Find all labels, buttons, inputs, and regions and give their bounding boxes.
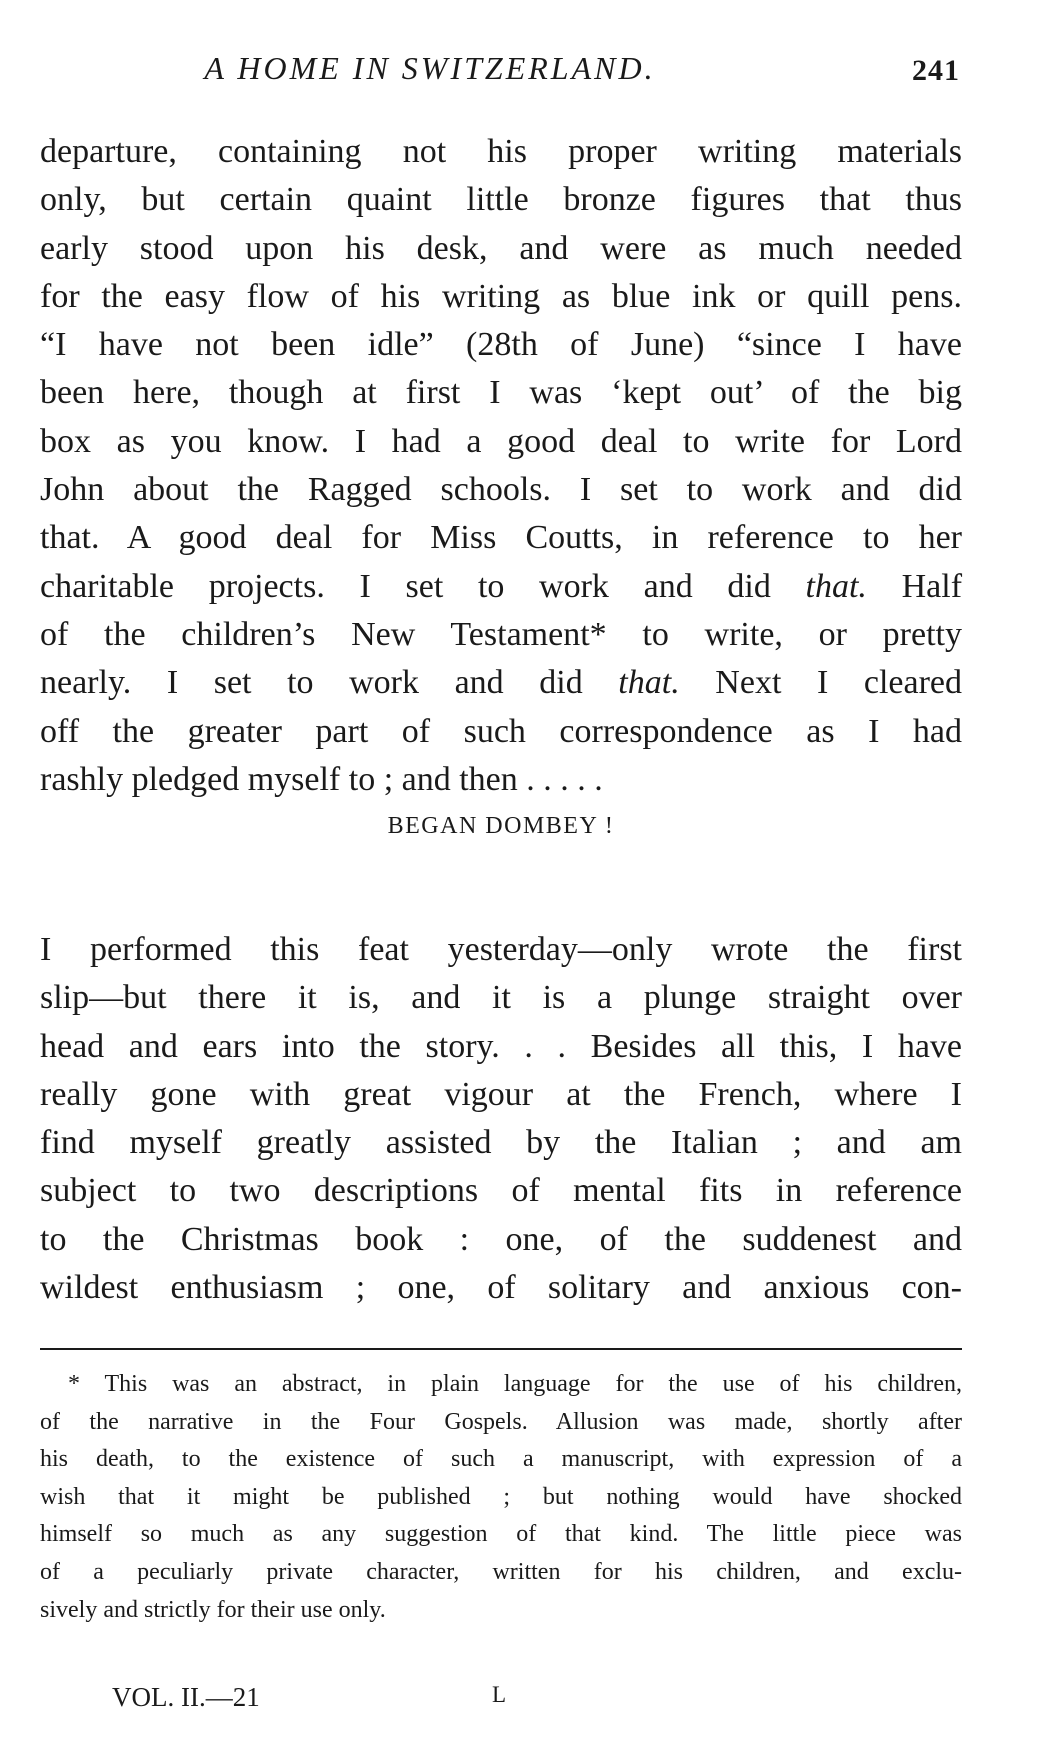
text-line: really gone with great vigour at the French, where I bbox=[40, 1075, 962, 1113]
text-line: I performed this feat yesterday—only wrote the first bbox=[40, 931, 962, 968]
italic-that: that. bbox=[618, 664, 680, 702]
text-line: head and ears into the story. . . Besides all this, I have bbox=[40, 1027, 962, 1065]
text-line: box as you know. I had a good deal to write for Lord bbox=[40, 422, 962, 460]
page-number: 241 bbox=[912, 54, 960, 87]
footnote-line: himself so much as any suggestion of that kind. The little piece was bbox=[40, 1521, 962, 1548]
text-line: only, but certain quaint little bronze figures that thus bbox=[40, 181, 962, 219]
text-line: rashly pledged myself to ; and then . . . . . bbox=[40, 760, 603, 798]
footnote-line: * This was an abstract, in plain language for the use of his children, bbox=[68, 1371, 962, 1397]
text-line: to the Christmas book : one, of the suddenest and bbox=[40, 1220, 962, 1258]
text-segment: Next I cleared bbox=[715, 664, 963, 702]
text-segment: charitable projects. I set to work and did bbox=[40, 567, 771, 605]
text-line: been here, though at first I was ‘kept out’ of the big bbox=[40, 374, 962, 412]
footnote bbox=[40, 1366, 962, 1629]
text-line: early stood upon his desk, and were as much needed bbox=[40, 229, 962, 267]
italic-that: that. bbox=[805, 567, 867, 605]
running-title: A HOME IN SWITZERLAND. bbox=[204, 50, 656, 86]
text-line-with-italic bbox=[40, 659, 962, 707]
text-line: for the easy flow of his writing as blue ink or quill pens. bbox=[40, 277, 962, 315]
text-line: slip—but there it is, and it is a plunge straight over bbox=[40, 979, 962, 1017]
text-line: subject to two descriptions of mental fits in reference bbox=[40, 1172, 962, 1210]
signature-letter: L bbox=[492, 1682, 507, 1707]
footnote-line: of a peculiarly private character, written for his children, and exclu- bbox=[40, 1558, 962, 1585]
section-heading: BEGAN DOMBEY ! bbox=[387, 813, 615, 839]
text-line: off the greater part of such correspondence as I had bbox=[40, 712, 962, 750]
text-line-with-italic bbox=[40, 563, 962, 611]
text-segment: Half bbox=[901, 567, 963, 605]
paragraph-continued bbox=[40, 128, 962, 804]
footnote-line: of the narrative in the Four Gospels. Allusion was made, shortly after bbox=[40, 1408, 962, 1435]
footnote-line: sively and strictly for their use only. bbox=[40, 1596, 386, 1623]
text-line: John about the Ragged schools. I set to work and did bbox=[40, 471, 962, 509]
text-line: wildest enthusiasm ; one, of solitary and anxious con- bbox=[40, 1269, 962, 1307]
printer-signature bbox=[112, 1682, 532, 1722]
text-line: of the children’s New Testament* to write, or pretty bbox=[40, 615, 962, 653]
text-line: find myself greatly assisted by the Italian ; and am bbox=[40, 1124, 962, 1162]
text-line: that. A good deal for Miss Coutts, in reference to her bbox=[40, 519, 962, 557]
text-line: “I have not been idle” (28th of June) “since I have bbox=[40, 326, 962, 364]
footnote-divider bbox=[40, 1348, 962, 1350]
volume-mark: VOL. II.—21 bbox=[112, 1682, 260, 1712]
text-line: departure, containing not his proper writing materials bbox=[40, 133, 962, 170]
footnote-line: his death, to the existence of such a manuscript, with expression of a bbox=[40, 1446, 962, 1473]
paragraph bbox=[40, 926, 962, 1312]
footnote-line: wish that it might be published ; but nothing would have shocked bbox=[40, 1483, 962, 1510]
text-segment: nearly. I set to work and did bbox=[40, 664, 583, 702]
running-head bbox=[40, 50, 960, 90]
